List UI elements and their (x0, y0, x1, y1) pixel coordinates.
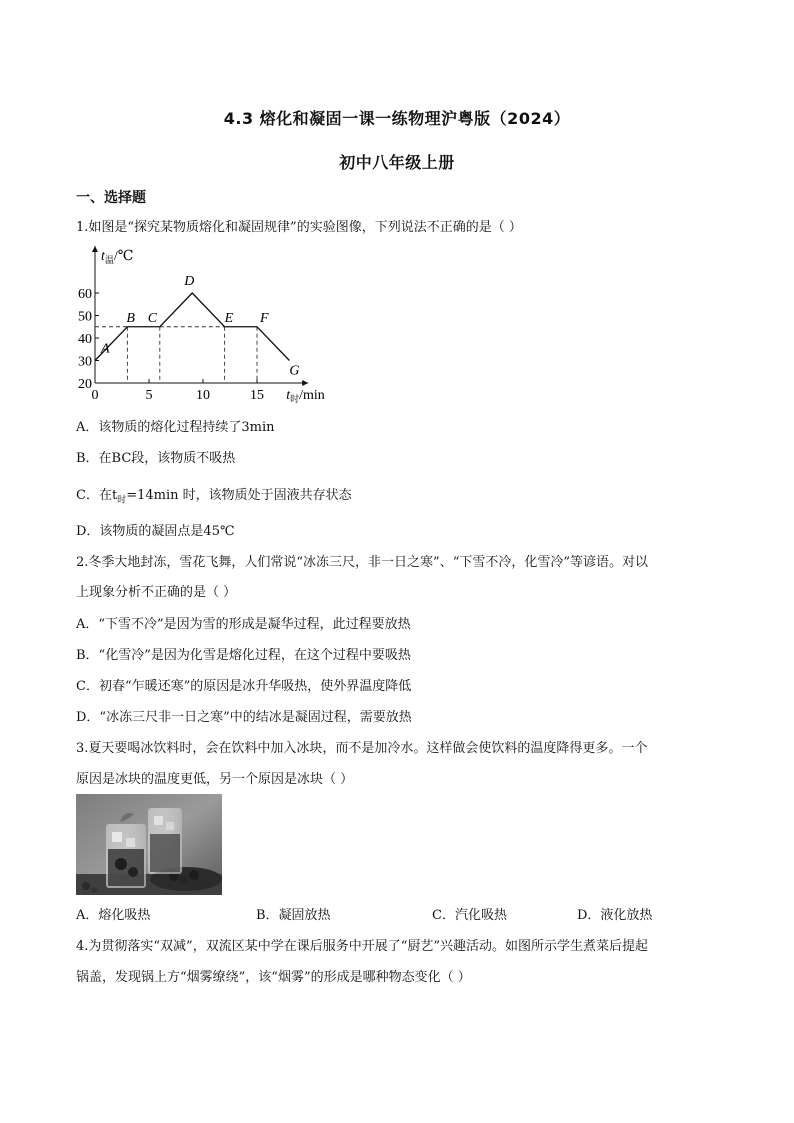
y-tick-label: 40 (78, 332, 92, 347)
question-2-option-c: C．初春“乍暖还寒”的原因是冰升华吸热，使外界温度降低 (76, 679, 412, 694)
x-tick-label: 10 (196, 388, 210, 403)
y-tick-label: 20 (78, 377, 92, 392)
question-2-option-a: A．“下雪不冷”是因为雪的形成是凝华过程，此过程要放热 (76, 617, 411, 632)
question-3-stem-line-2: 原因是冰块的温度更低，另一个原因是冰块（ ） (76, 772, 354, 787)
document-subtitle: 初中八年级上册 (339, 153, 455, 172)
y-axis-label: $t_温/℃$ (101, 249, 134, 265)
x-axis-arrow (302, 380, 308, 386)
question-2-option-b: B．“化雪冷”是因为化雪是熔化过程，在这个过程中要吸热 (76, 648, 411, 663)
question-1-option-c (76, 484, 352, 506)
iced-drinks-photo (76, 794, 222, 895)
question-4-stem-line-1: 4.为贯彻落实“双减”，双流区某中学在课后服务中开展了“厨艺”兴趣活动。如图所示学生煮菜后提起 (76, 939, 648, 954)
y-axis-arrow (92, 246, 98, 252)
option-c-suffix: =14min 时，该物质处于固液共存状态 (126, 488, 352, 503)
question-3-option-b: B．凝固放热 (256, 908, 331, 923)
point-label-d: D (184, 274, 195, 289)
point-label-g: G (289, 363, 300, 379)
x-tick-label: 15 (250, 388, 264, 403)
point-label-c: C (147, 310, 158, 326)
question-3-stem-line-1: 3.夏天要喝冰饮料时，会在饮料中加入冰块，而不是加冷水。这样做会使饮料的温度降得更多。一个 (76, 741, 648, 756)
section-heading: 一、选择题 (76, 190, 146, 206)
chart-axes (92, 246, 308, 386)
question-2-option-d: D．“冰冻三尺非一日之寒”中的结冰是凝固过程，需要放热 (76, 710, 412, 725)
y-tick-label: 60 (78, 287, 92, 302)
question-1-stem: 1.如图是“探究某物质熔化和凝固规律”的实验图像，下列说法不正确的是（ ） (76, 220, 522, 235)
question-2-stem-line-2: 上现象分析不正确的是（ ） (76, 585, 237, 600)
question-1-option-b: B．在BC段，该物质不吸热 (76, 451, 236, 466)
x-tick-label: 5 (145, 388, 153, 403)
point-label-b: B (126, 310, 135, 326)
question-3-option-a: A．熔化吸热 (76, 908, 151, 923)
y-tick-label: 30 (78, 354, 92, 370)
y-tick-label: 50 (78, 309, 92, 325)
point-label-e: E (224, 310, 234, 326)
temperature-time-chart (74, 240, 354, 405)
question-4-stem-line-2: 锅盖，发现锅上方“烟雾缭绕”，该“烟雾”的形成是哪种物态变化（ ） (76, 970, 471, 985)
question-1-option-d: D．该物质的凝固点是45℃ (76, 524, 235, 539)
x-axis-label: $t_时/\min$ (286, 388, 325, 404)
document-title: 4.3 熔化和凝固一课一练物理沪粤版（2024） (223, 109, 571, 128)
option-c-prefix: C．在t (76, 488, 118, 503)
question-2-stem-line-1: 2.冬季大地封冻，雪花飞舞，人们常说“冰冻三尺，非一日之寒”、“下雪不冷，化雪冷”等谚语。对以 (76, 555, 648, 570)
point-label-f: F (260, 310, 269, 326)
question-3-option-c: C．汽化吸热 (432, 908, 507, 923)
point-label-a: A (101, 341, 110, 357)
x-tick-label: 0 (91, 388, 99, 403)
question-1-option-a: A．该物质的熔化过程持续了3min (76, 420, 275, 435)
question-3-option-d: D．液化放热 (577, 908, 653, 923)
option-c-subscript: 时 (117, 495, 127, 506)
